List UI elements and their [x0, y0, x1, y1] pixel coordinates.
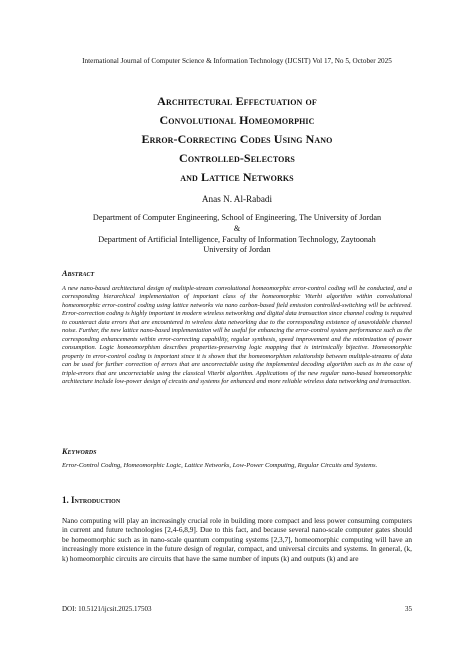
title-line: Convolutional Homeomorphic [159, 113, 315, 127]
abstract-body: A new nano-based architectural design of multiple-stream convolutional homeomorphic error-control coding will be conducted, and a corresponding hierarchical implementation of important class of the homeomorphic Viterbi algorithm within convolutional homeomorphic error-control coding using lattice networks via nano carbon-based field emission controlled-switching will be achieved. Error-correction coding is highly important in modern wireless networking and digital data transaction since channel coding is required to counteract data errors that are encountered in wireless data networking due to the corresponding existence of unavoidable channel noise. Further, the new lattice nano-based implementation will be useful for enhancing the error-control system performance such as the corresponding enhancements within error-correcting capability, regular synthesis, speed improvement and the minimization of power consumption. Logic homeomorphism describes properties-preserving logic mapping that is intrinsically bijective. Homeomorphic property in error-control coding is important since it is shown that the homeomorphism relationship between multiple-streams of data can be used for further correction of errors that are uncorrectable using the implemented decoding algorithm such as in the case of triple-errors that are uncorrectable using the classical Viterbi algorithm. Applications of the new regular nano-based homeomorphic architecture include low-power design of circuits and systems for enhanced and more reliable wireless data networking and transaction. [62, 285, 412, 385]
affiliation-line: Department of Artificial Intelligence, Faculty of Information Technology, Zaytoonah [98, 234, 376, 244]
affiliation-separator: & [233, 223, 241, 233]
paper-title [40, 92, 434, 187]
affiliation-line: Department of Computer Engineering, School of Engineering, The University of Jordan [92, 213, 382, 222]
affiliations [50, 213, 424, 256]
running-head: International Journal of Computer Science & Information Technology (IJCSIT) Vol 17, No 5, October 2025 [82, 57, 392, 65]
footer-doi: DOI: 10.5121/ijcsit.2025.17503 [62, 605, 152, 613]
title-line: and Lattice Networks [180, 170, 294, 184]
keywords-body: Error-Control Coding, Homeomorphic Logic, Lattice Networks, Low-Power Computing, Regular Circuits and Systems. [62, 462, 378, 469]
author-name: Anas N. Al-Rabadi [201, 194, 273, 204]
abstract-heading: Abstract [62, 269, 95, 278]
title-line: Controlled-Selectors [179, 151, 295, 165]
title-line: Error-Correcting Codes Using Nano [141, 132, 333, 146]
affiliation-line: University of Jordan [203, 245, 271, 255]
introduction-body: Nano computing will play an increasingly crucial role in building more compact and less power consuming computers in current and future technologies [2,4-6,8,9]. Due to this fact, and because several nano-scale computer gates should be homeomorphic such as in nano-scale quantum computing systems [2,3,7], homeomorphic computing will have an increasingly more existence in the future design of regular, compact, and universal circuits and systems. In general, (k, k) homeomorphic circuits are circuits that have the same number of inputs (k) and outputs (k) and are [62, 516, 412, 563]
title-line: Architectural Effectuation of [157, 94, 317, 108]
page-number: 35 [405, 605, 412, 613]
section-heading-introduction: 1. Introduction [62, 495, 121, 505]
keywords-heading: Keywords [62, 447, 97, 456]
